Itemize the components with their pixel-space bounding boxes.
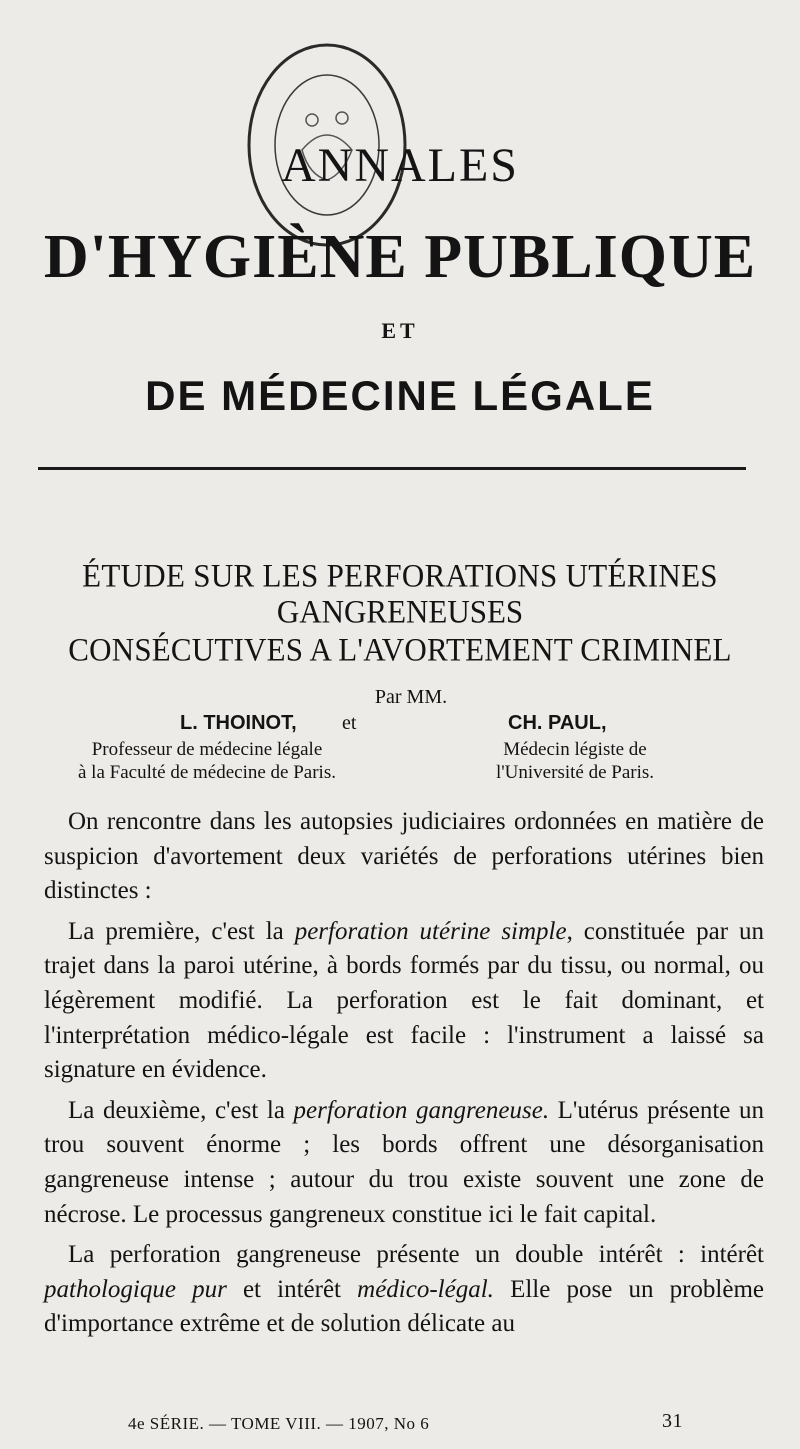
author-1-name: L. THOINOT, (180, 712, 297, 734)
byline-intro: Par MM. (374, 686, 448, 708)
paragraph-1: On rencontre dans les autopsies judiciaires ordonnées en matière de suspicion d'avortement deux variétés de perforations utérines bien distinctes : (44, 808, 764, 905)
author-2-name: CH. PAUL, (508, 712, 607, 734)
issue-info: 4e SÉRIE. — TOME VIII. — 1907, No 6 (128, 1414, 430, 1433)
author-conjunction: et (342, 712, 357, 734)
journal-title-annales: ANNALES (281, 139, 519, 192)
paragraph-4: La perforation gangreneuse présente un double intérêt : intérêt pathologique pur et intérêt médico-légal. Elle pose un problème d'importance extrême et de solution délicate au (44, 1241, 764, 1338)
author-1-affiliation: Professeur de médecine légale à la Faculté de médecine de Paris. (78, 739, 336, 783)
article-title-line-3: CONSÉCUTIVES A L'AVORTEMENT CRIMINEL (68, 631, 732, 668)
page-number: 31 (662, 1410, 683, 1432)
journal-title-medecine: DE MÉDECINE LÉGALE (145, 372, 655, 419)
header-divider (38, 467, 746, 470)
paragraph-3: La deuxième, c'est la perforation gangreneuse. L'utérus présente un trou souvent énorme ; les bords offrent une désorganisation gangreneuse intense ; autour du trou existe souvent une zone de nécrose. Le processus gangreneux constitue ici le fait capital. (44, 1096, 764, 1228)
journal-title-hygiene: D'HYGIÈNE PUBLIQUE (43, 223, 757, 291)
article-body (44, 805, 764, 1342)
page-footer (128, 1410, 688, 1434)
article-title-line-2: GANGRENEUSES (276, 593, 524, 630)
article-title-line-1: ÉTUDE SUR LES PERFORATIONS UTÉRINES (82, 557, 718, 594)
paragraph-2: La première, c'est la perforation utérine simple, constituée par un trajet dans la paroi utérine, à bords formés par du tissu, ou normal, ou légèrement modifié. La perforation est le fait dominant, et l'interprétation médico-légale est facile : l'instrument a laissé sa signature en évidence. (44, 917, 764, 1084)
author-block (42, 712, 762, 792)
journal-title-conjunction: ET (381, 318, 419, 343)
author-2-affiliation: Médecin légiste de l'Université de Paris. (495, 739, 655, 783)
